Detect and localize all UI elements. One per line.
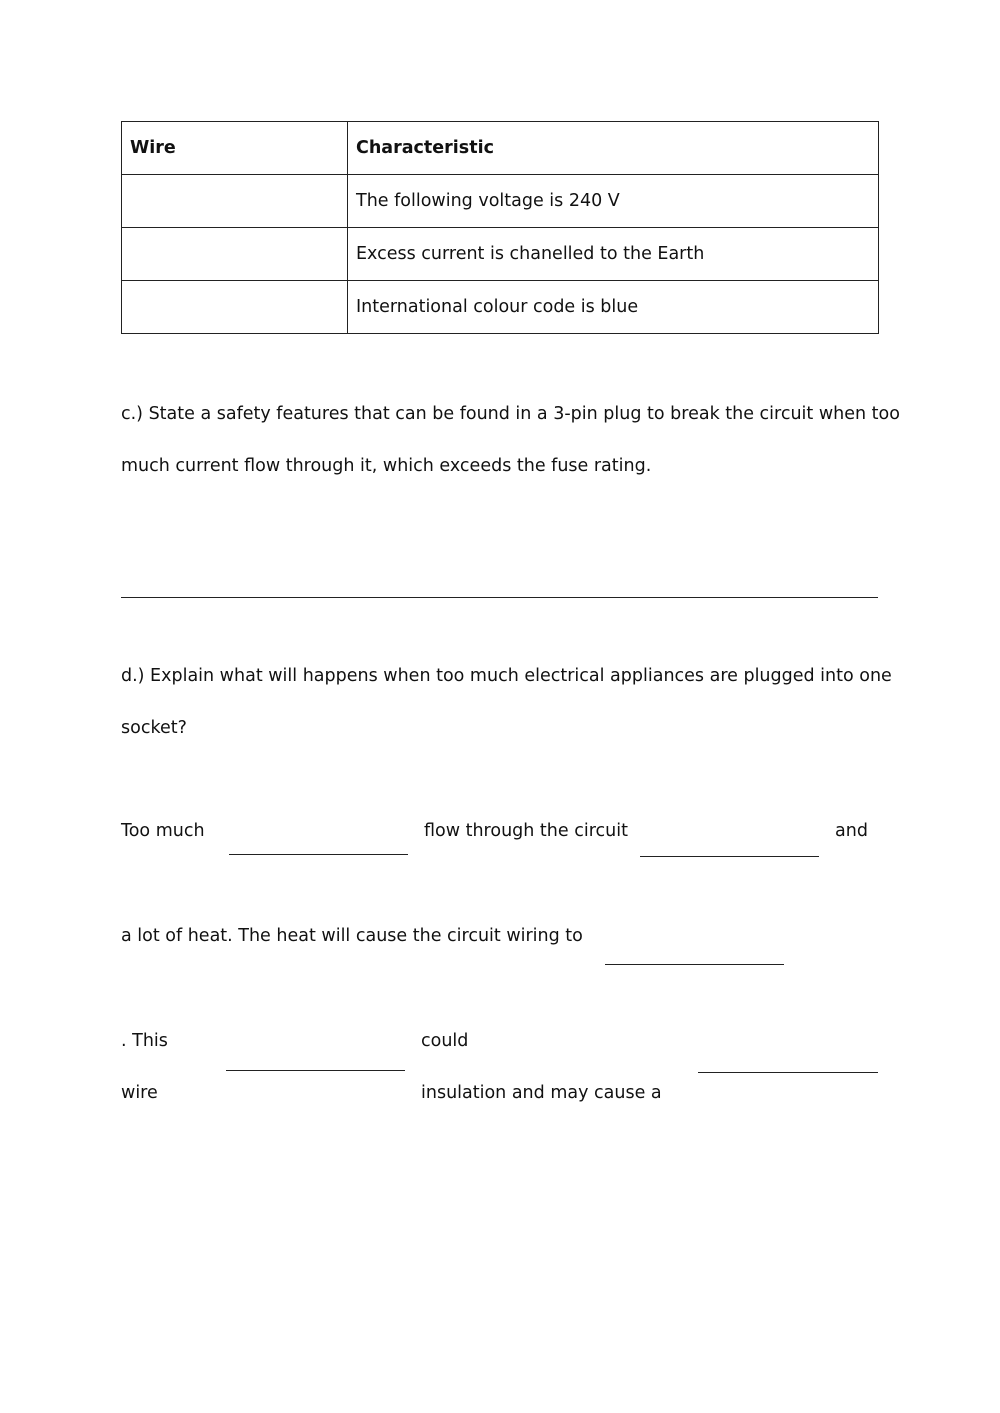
table-row	[122, 228, 879, 281]
question-d-line-1: d.) Explain what will happens when too much electrical appliances are plugged into one	[121, 666, 892, 686]
wire-characteristic-table	[121, 121, 879, 334]
blank-5[interactable]	[698, 1072, 878, 1073]
table-row	[122, 281, 879, 334]
blank-1[interactable]	[229, 854, 408, 855]
question-c-line-2: much current flow through it, which exceeds the fuse rating.	[121, 456, 652, 476]
fill-text-insulation: insulation and may cause a	[421, 1083, 662, 1103]
blank-2[interactable]	[640, 856, 819, 857]
fill-text-and: and	[835, 821, 868, 841]
fill-text-too-much: Too much	[121, 821, 205, 841]
fill-text-heat: a lot of heat. The heat will cause the circuit wiring to	[121, 926, 583, 946]
question-d-line-2: socket?	[121, 718, 187, 738]
question-c-answer-line[interactable]	[121, 597, 878, 598]
wire-answer-cell[interactable]	[122, 175, 348, 228]
table-header-row	[122, 122, 879, 175]
fill-text-flow: flow through the circuit	[424, 821, 628, 841]
characteristic-cell: International colour code is blue	[348, 281, 879, 334]
header-wire: Wire	[122, 122, 348, 175]
wire-answer-cell[interactable]	[122, 281, 348, 334]
blank-4[interactable]	[226, 1070, 405, 1071]
characteristic-cell: Excess current is chanelled to the Earth	[348, 228, 879, 281]
fill-text-wire: wire	[121, 1083, 158, 1103]
fill-text-could: could	[421, 1031, 469, 1051]
characteristic-cell: The following voltage is 240 V	[348, 175, 879, 228]
header-characteristic: Characteristic	[348, 122, 879, 175]
fill-text-this: . This	[121, 1031, 168, 1051]
blank-3[interactable]	[605, 964, 784, 965]
wire-answer-cell[interactable]	[122, 228, 348, 281]
table-row	[122, 175, 879, 228]
question-c-line-1: c.) State a safety features that can be found in a 3-pin plug to break the circuit when too	[121, 404, 900, 424]
